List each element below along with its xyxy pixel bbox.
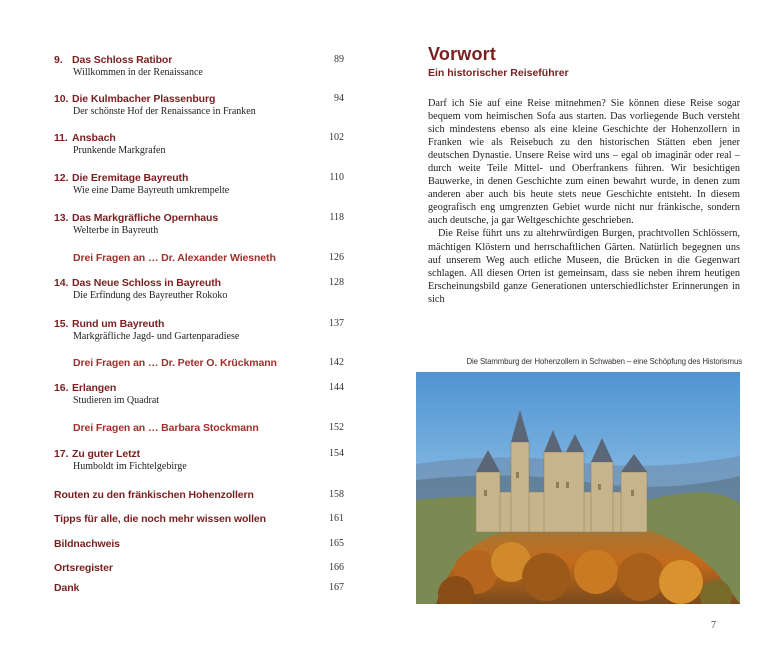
toc-entry-label: Rund um Bayreuth: [72, 318, 165, 330]
foreword-body: [428, 97, 740, 306]
toc-entry: [54, 172, 344, 196]
toc-entry-number: 10.: [54, 93, 69, 105]
toc-entry-title: [54, 277, 344, 289]
right-page-foreword: [384, 0, 768, 648]
toc-entry-title: [54, 382, 344, 394]
toc-entry-label: Tipps für alle, die noch mehr wissen wollen: [54, 513, 266, 525]
toc-entry: [54, 448, 344, 472]
toc-entry: [54, 54, 344, 78]
toc-entry-label: Das Schloss Ratibor: [72, 54, 173, 66]
toc-entry-page: 137: [329, 318, 344, 329]
toc-entry-number: 17.: [54, 448, 69, 460]
toc-entry-page: 94: [334, 93, 344, 104]
toc-entry-subtitle: Markgräfliche Jagd- und Gartenparadiese: [73, 331, 240, 342]
toc-entry-number: 15.: [54, 318, 69, 330]
toc-entry-page: 166: [329, 562, 344, 573]
toc-entry-label: Ansbach: [72, 132, 116, 144]
toc-entry-title: [54, 448, 344, 460]
toc-entry-page: 167: [329, 582, 344, 593]
toc-entry: [54, 422, 344, 434]
toc-entry-label: Dank: [54, 582, 80, 594]
toc-entry-label: Ortsregister: [54, 562, 113, 574]
toc-entry: [54, 357, 344, 369]
toc-entry-label: Drei Fragen an … Barbara Stockmann: [73, 422, 259, 434]
toc-entry-number: 11.: [54, 132, 68, 144]
toc-entry-label: Die Eremitage Bayreuth: [72, 172, 189, 184]
toc-entry-label: Drei Fragen an … Dr. Alexander Wiesneth: [73, 252, 276, 264]
toc-entry: [54, 318, 344, 342]
toc-entry-title: [54, 489, 344, 501]
toc-entry-title: [54, 212, 344, 224]
toc-entry-subtitle: Humboldt im Fichtelgebirge: [73, 461, 187, 472]
toc-entry-page: 102: [329, 132, 344, 143]
foreword-paragraph: Darf ich Sie auf eine Reise mitnehmen? Sie können diese Reise sogar bequem vom heimischen Sofa aus starten. Das vorliegende Buch versteht sich mindestens ebenso als eine kleine Geschichte der Hohenzollern in Franken wie als Reisebuch zu den historischen Stätten eben jener deutschen Dynastie. Unsere Reise wird uns – egal ob imaginär oder real – durch weite Teile Mittel- und Oberfrankens führen. Wir besichtigen Bauwerke, in denen Geschichte zum einen bewahrt wurde, in denen zum anderen aber auch bis heute stets neue Geschichte entsteht. In diesem geografisch eng umgrenzten Gebiet wurde nicht nur fränkische, sondern auch deutsche, ja gar Weltgeschichte geschrieben.: [428, 98, 740, 227]
toc-entry-page: 142: [329, 357, 344, 368]
toc-entry: [54, 582, 344, 594]
foreword-paragraph: Die Reise führt uns zu altehrwürdigen Burgen, prachtvollen Schlössern, mächtigen Klöstern und herrschaftlichen Gärten. Natürlich begegnen uns auf unserem Weg auch etliche Museen, die Brücken in die Gegenwart schlagen. All diesen Orten ist gemeinsam, dass sie neben ihrem heutigen Erscheinungsbild ganze Generationen unterschiedlichster Erinnerungen in sich: [428, 228, 740, 305]
toc-entry-page: 118: [329, 212, 344, 223]
toc-entry: [54, 93, 344, 117]
toc-entry-title: [54, 54, 344, 66]
toc-entry: [54, 252, 344, 264]
toc-entry-page: 126: [329, 252, 344, 263]
toc-entry-subtitle: Welterbe in Bayreuth: [73, 225, 159, 236]
page-number: 7: [711, 620, 716, 631]
toc-entry-label: Drei Fragen an … Dr. Peter O. Krückmann: [73, 357, 277, 369]
toc-entry-page: 161: [329, 513, 344, 524]
toc-entry-label: Routen zu den fränkischen Hohenzollern: [54, 489, 254, 501]
toc-entry-title: [73, 357, 344, 369]
toc-entry-number: 14.: [54, 277, 69, 289]
toc-entry: [54, 382, 344, 406]
foreword-subheading: Ein historischer Reiseführer: [428, 67, 569, 79]
foreword-heading: Vorwort: [428, 44, 497, 64]
toc-entry-subtitle: Der schönste Hof der Renaissance in Franken: [73, 106, 256, 117]
toc-entry: [54, 212, 344, 236]
toc-entry-page: 110: [329, 172, 344, 183]
toc-entry-subtitle: Willkommen in der Renaissance: [73, 67, 203, 78]
toc-entry-title: [54, 538, 344, 550]
toc-entry-page: 154: [329, 448, 344, 459]
toc-entry-title: [54, 132, 344, 144]
toc-entry-subtitle: Die Erfindung des Bayreuther Rokoko: [73, 290, 228, 301]
toc-entry-number: 9.: [54, 54, 63, 66]
toc-entry-title: [54, 93, 344, 105]
toc-entry-title: [54, 513, 344, 525]
toc-entry-title: [54, 582, 344, 594]
toc-entry-page: 144: [329, 382, 344, 393]
toc-entry-title: [54, 172, 344, 184]
toc-entry-page: 165: [329, 538, 344, 549]
toc-entry-title: [73, 252, 344, 264]
toc-entry-title: [73, 422, 344, 434]
toc-entry-title: [54, 562, 344, 574]
toc-entry-page: 158: [329, 489, 344, 500]
toc-entry: [54, 513, 344, 525]
toc-entry-label: Die Kulmbacher Plassenburg: [72, 93, 216, 105]
toc-entry: [54, 538, 344, 550]
toc-entry: [54, 489, 344, 501]
toc-entry-label: Das Markgräfliche Opernhaus: [72, 212, 219, 224]
toc-entry-label: Erlangen: [72, 382, 117, 394]
toc-entry-label: Zu guter Letzt: [72, 448, 141, 460]
toc-entry-label: Bildnachweis: [54, 538, 120, 550]
castle-photo: [416, 372, 740, 604]
toc-entry-title: [54, 318, 344, 330]
toc-entry-subtitle: Prunkende Markgrafen: [73, 145, 166, 156]
toc-entry-page: 128: [329, 277, 344, 288]
toc-entry-page: 89: [334, 54, 344, 65]
toc-entry-number: 12.: [54, 172, 69, 184]
photo-caption: Die Stammburg der Hohenzollern in Schwaben – eine Schöpfung des Historismus: [466, 357, 742, 366]
toc-entry: [54, 277, 344, 301]
toc-entry: [54, 562, 344, 574]
toc-entry-number: 16.: [54, 382, 69, 394]
toc-entry-number: 13.: [54, 212, 69, 224]
toc-entry: [54, 132, 344, 156]
toc-entry-subtitle: Studieren im Quadrat: [73, 395, 160, 406]
toc-entry-subtitle: Wie eine Dame Bayreuth umkrempelte: [73, 185, 230, 196]
toc-entry-page: 152: [329, 422, 344, 433]
toc-entry-label: Das Neue Schloss in Bayreuth: [72, 277, 221, 289]
